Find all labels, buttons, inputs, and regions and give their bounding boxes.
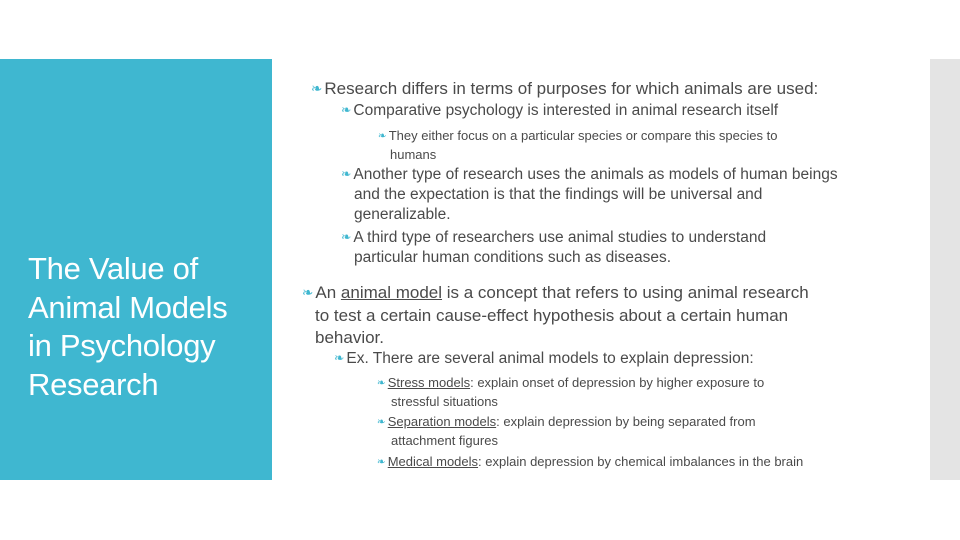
- fleuron-swirl-icon: ❧: [341, 167, 352, 181]
- bullet-text: stressful situations: [391, 394, 498, 409]
- bullet-text: humans: [390, 147, 437, 162]
- key-term: animal model: [340, 283, 443, 302]
- fleuron-swirl-icon: ❧: [302, 285, 314, 300]
- fleuron-swirl-icon: ❧: [378, 131, 387, 142]
- bullet-level3: [377, 413, 756, 449]
- bullet-text: and the expectation is that the findings will be universal and: [354, 186, 763, 203]
- key-term: Stress models: [387, 375, 471, 390]
- bullet-text: : explain depression by being separated from: [496, 414, 756, 429]
- bullet-level2: [341, 101, 778, 121]
- bullet-text: generalizable.: [354, 206, 451, 223]
- bullet-text: is a concept that refers to using animal research: [442, 283, 809, 302]
- bullet-text: Ex. There are several animal models to explain depression:: [346, 350, 754, 367]
- title-line: Research: [28, 366, 159, 402]
- bullet-text: particular human conditions such as diseases.: [354, 249, 672, 266]
- bullet-text: Another type of research uses the animals as models of human beings: [353, 166, 838, 183]
- key-term: Medical models: [387, 454, 479, 469]
- fleuron-swirl-icon: ❧: [377, 457, 386, 468]
- bullet-text: They either focus on a particular species or compare this species to: [388, 128, 778, 143]
- title-line: Animal Models: [28, 289, 228, 325]
- bullet-level2: [334, 349, 754, 369]
- bullet-text: attachment figures: [391, 433, 498, 448]
- fleuron-swirl-icon: ❧: [311, 81, 323, 96]
- bullet-level2: [341, 165, 838, 225]
- bullet-level3: [377, 453, 803, 472]
- fleuron-swirl-icon: ❧: [377, 378, 386, 389]
- bullet-text: Research differs in terms of purposes for which animals are used:: [324, 79, 819, 98]
- bullet-text: An: [315, 283, 341, 302]
- bullet-text: to test a certain cause-effect hypothesis about a certain human: [315, 306, 789, 325]
- fleuron-swirl-icon: ❧: [377, 417, 386, 428]
- bullet-level3: [378, 127, 777, 163]
- fleuron-swirl-icon: ❧: [341, 103, 352, 117]
- bullet-level1: [302, 282, 809, 349]
- fleuron-swirl-icon: ❧: [341, 230, 352, 244]
- bullet-level2: [341, 228, 766, 268]
- bullet-text: behavior.: [315, 328, 384, 347]
- bullet-text: : explain onset of depression by higher exposure to: [470, 375, 765, 390]
- title-line: The Value of: [28, 251, 198, 286]
- bullet-text: Comparative psychology is interested in animal research itself: [353, 102, 779, 119]
- fleuron-swirl-icon: ❧: [334, 351, 345, 365]
- title-line: in Psychology: [28, 328, 216, 363]
- bullet-level1: [311, 78, 818, 101]
- bullet-level3: [377, 374, 764, 410]
- bullet-text: A third type of researchers use animal studies to understand: [353, 229, 767, 246]
- bullet-text: : explain depression by chemical imbalances in the brain: [478, 454, 804, 469]
- key-term: Separation models: [387, 414, 497, 429]
